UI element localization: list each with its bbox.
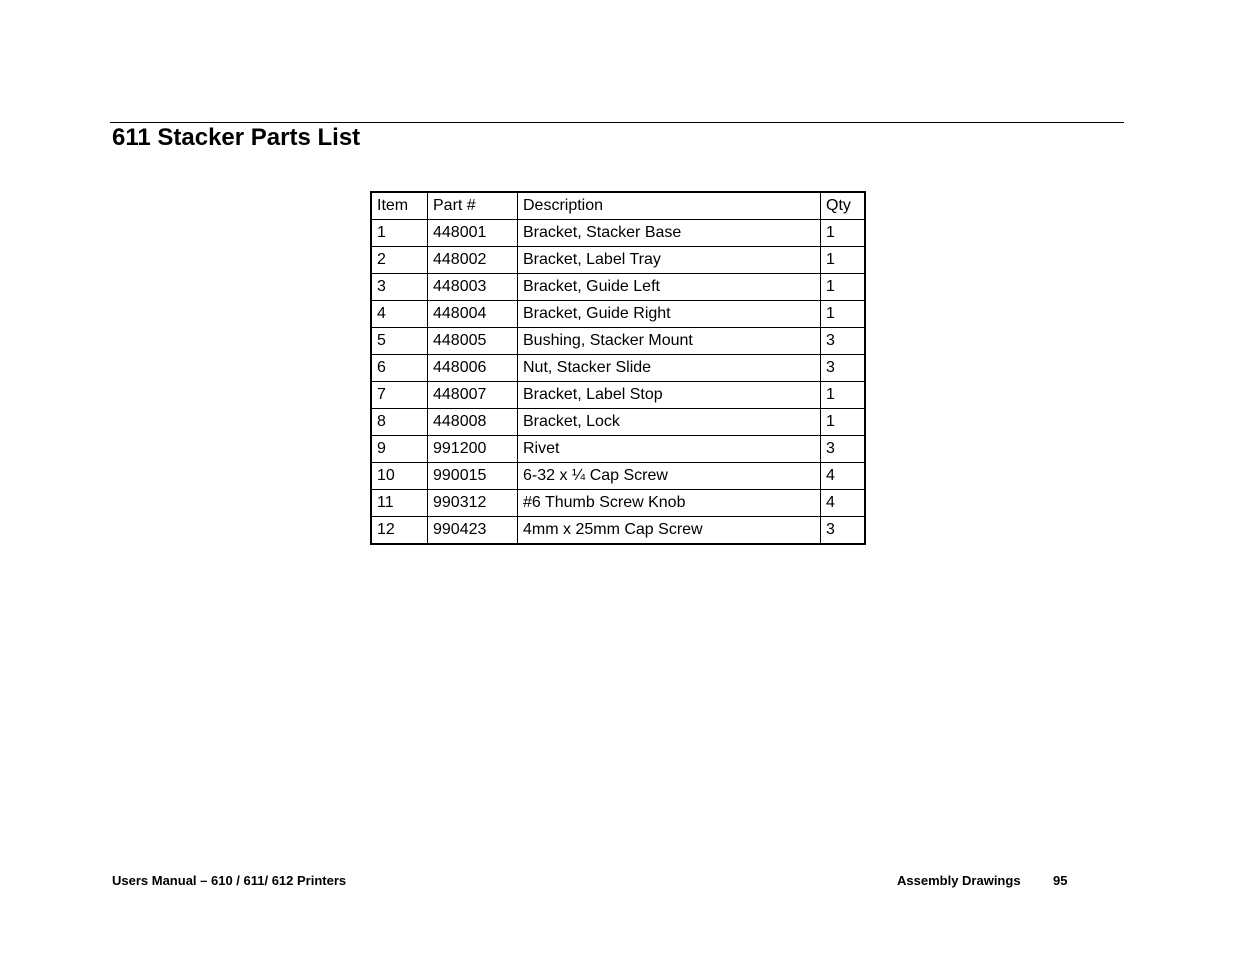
part-number-cell: 448006 bbox=[428, 355, 518, 382]
qty-cell: 3 bbox=[821, 436, 866, 463]
qty-cell: 1 bbox=[821, 301, 866, 328]
qty-cell: 1 bbox=[821, 409, 866, 436]
description-cell: 4mm x 25mm Cap Screw bbox=[518, 517, 821, 545]
description-cell: Rivet bbox=[518, 436, 821, 463]
table-row bbox=[371, 247, 865, 274]
table-row bbox=[371, 517, 865, 545]
part-number-cell: 448007 bbox=[428, 382, 518, 409]
item-cell: 8 bbox=[371, 409, 428, 436]
qty-cell: 4 bbox=[821, 490, 866, 517]
description-cell: Bracket, Lock bbox=[518, 409, 821, 436]
footer-section-name: Assembly Drawings bbox=[897, 873, 1021, 888]
qty-cell: 3 bbox=[821, 328, 866, 355]
description-cell: Bushing, Stacker Mount bbox=[518, 328, 821, 355]
item-cell: 10 bbox=[371, 463, 428, 490]
part-number-cell: 448003 bbox=[428, 274, 518, 301]
table-row bbox=[371, 355, 865, 382]
description-cell: Bracket, Label Tray bbox=[518, 247, 821, 274]
part-number-cell: 448008 bbox=[428, 409, 518, 436]
description-cell: #6 Thumb Screw Knob bbox=[518, 490, 821, 517]
qty-cell: 1 bbox=[821, 220, 866, 247]
item-cell: 3 bbox=[371, 274, 428, 301]
column-header-part-number: Part # bbox=[428, 192, 518, 220]
table-row bbox=[371, 409, 865, 436]
description-cell: Bracket, Label Stop bbox=[518, 382, 821, 409]
description-cell: Bracket, Guide Left bbox=[518, 274, 821, 301]
footer-manual-title: Users Manual – 610 / 611/ 612 Printers bbox=[112, 873, 347, 888]
description-cell: Nut, Stacker Slide bbox=[518, 355, 821, 382]
item-cell: 6 bbox=[371, 355, 428, 382]
table-row bbox=[371, 490, 865, 517]
table-row bbox=[371, 274, 865, 301]
footer-page-number: 95 bbox=[1053, 873, 1068, 888]
part-number-cell: 448001 bbox=[428, 220, 518, 247]
qty-cell: 1 bbox=[821, 382, 866, 409]
description-cell: Bracket, Stacker Base bbox=[518, 220, 821, 247]
item-cell: 2 bbox=[371, 247, 428, 274]
part-number-cell: 990312 bbox=[428, 490, 518, 517]
item-cell: 9 bbox=[371, 436, 428, 463]
table-row bbox=[371, 328, 865, 355]
table-row bbox=[371, 220, 865, 247]
column-header-item: Item bbox=[371, 192, 428, 220]
table-row bbox=[371, 382, 865, 409]
table-row bbox=[371, 301, 865, 328]
description-cell: Bracket, Guide Right bbox=[518, 301, 821, 328]
part-number-cell: 448005 bbox=[428, 328, 518, 355]
page-title: 611 Stacker Parts List bbox=[112, 124, 361, 151]
qty-cell: 1 bbox=[821, 274, 866, 301]
column-header-qty: Qty bbox=[821, 192, 866, 220]
table-row bbox=[371, 436, 865, 463]
column-header-description: Description bbox=[518, 192, 821, 220]
parts-table bbox=[370, 191, 866, 545]
item-cell: 7 bbox=[371, 382, 428, 409]
description-cell: 6-32 x ¼ Cap Screw bbox=[518, 463, 821, 490]
table-header-row bbox=[371, 192, 865, 220]
part-number-cell: 990423 bbox=[428, 517, 518, 545]
qty-cell: 3 bbox=[821, 517, 866, 545]
qty-cell: 3 bbox=[821, 355, 866, 382]
item-cell: 1 bbox=[371, 220, 428, 247]
item-cell: 11 bbox=[371, 490, 428, 517]
part-number-cell: 448004 bbox=[428, 301, 518, 328]
item-cell: 4 bbox=[371, 301, 428, 328]
qty-cell: 4 bbox=[821, 463, 866, 490]
part-number-cell: 991200 bbox=[428, 436, 518, 463]
qty-cell: 1 bbox=[821, 247, 866, 274]
part-number-cell: 990015 bbox=[428, 463, 518, 490]
item-cell: 5 bbox=[371, 328, 428, 355]
item-cell: 12 bbox=[371, 517, 428, 545]
part-number-cell: 448002 bbox=[428, 247, 518, 274]
table-row bbox=[371, 463, 865, 490]
